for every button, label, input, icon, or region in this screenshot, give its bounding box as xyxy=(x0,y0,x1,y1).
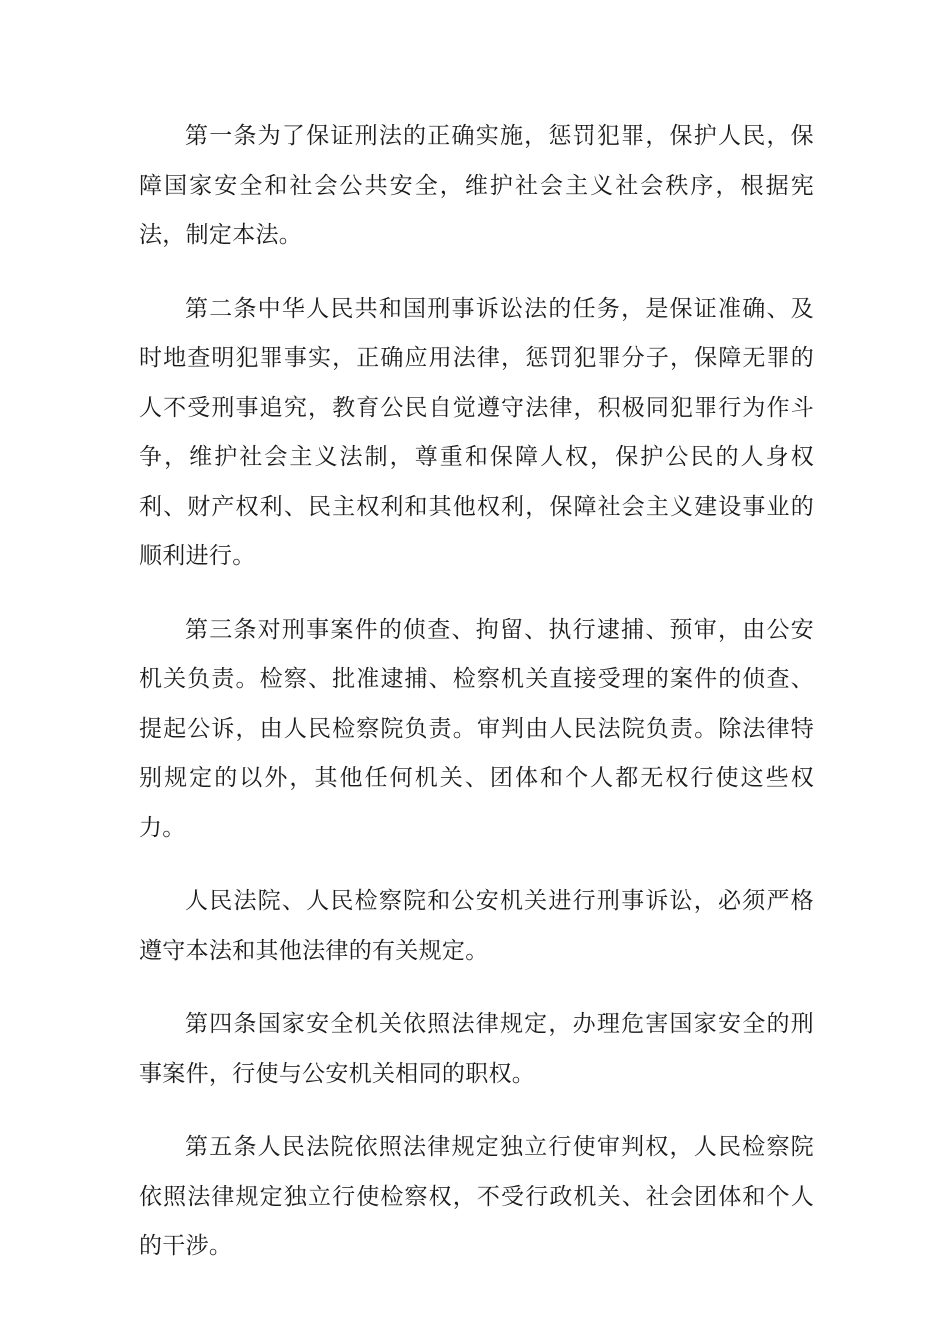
article-5-paragraph: 第五条人民法院依照法律规定独立行使审判权，人民检察院依照法律规定独立行使检察权，不受行政机关、社会团体和个人的干涉。 xyxy=(139,1134,814,1259)
article-3-clause-2-paragraph: 人民法院、人民检察院和公安机关进行刑事诉讼，必须严格遵守本法和其他法律的有关规定。 xyxy=(139,888,814,964)
article-2-paragraph: 第二条中华人民共和国刑事诉讼法的任务，是保证准确、及时地查明犯罪事实，正确应用法律，惩罚犯罪分子，保障无罪的人不受刑事追究，教育公民自觉遵守法律，积极同犯罪行为作斗争，维护社会主义法制，尊重和保障人权，保护公民的人身权利、财产权利、民主权利和其他权利，保障社会主义建设事业的顺利进行。 xyxy=(139,295,814,569)
document-body xyxy=(139,112,814,1296)
article-3-paragraph: 第三条对刑事案件的侦查、拘留、执行逮捕、预审，由公安机关负责。检察、批准逮捕、检察机关直接受理的案件的侦查、提起公诉，由人民检察院负责。审判由人民法院负责。除法律特别规定的以外，其他任何机关、团体和个人都无权行使这些权力。 xyxy=(139,616,814,841)
article-4-paragraph: 第四条国家安全机关依照法律规定，办理危害国家安全的刑事案件，行使与公安机关相同的职权。 xyxy=(139,1011,814,1087)
article-1-paragraph: 第一条为了保证刑法的正确实施，惩罚犯罪，保护人民，保障国家安全和社会公共安全，维护社会主义社会秩序，根据宪法，制定本法。 xyxy=(139,123,814,248)
